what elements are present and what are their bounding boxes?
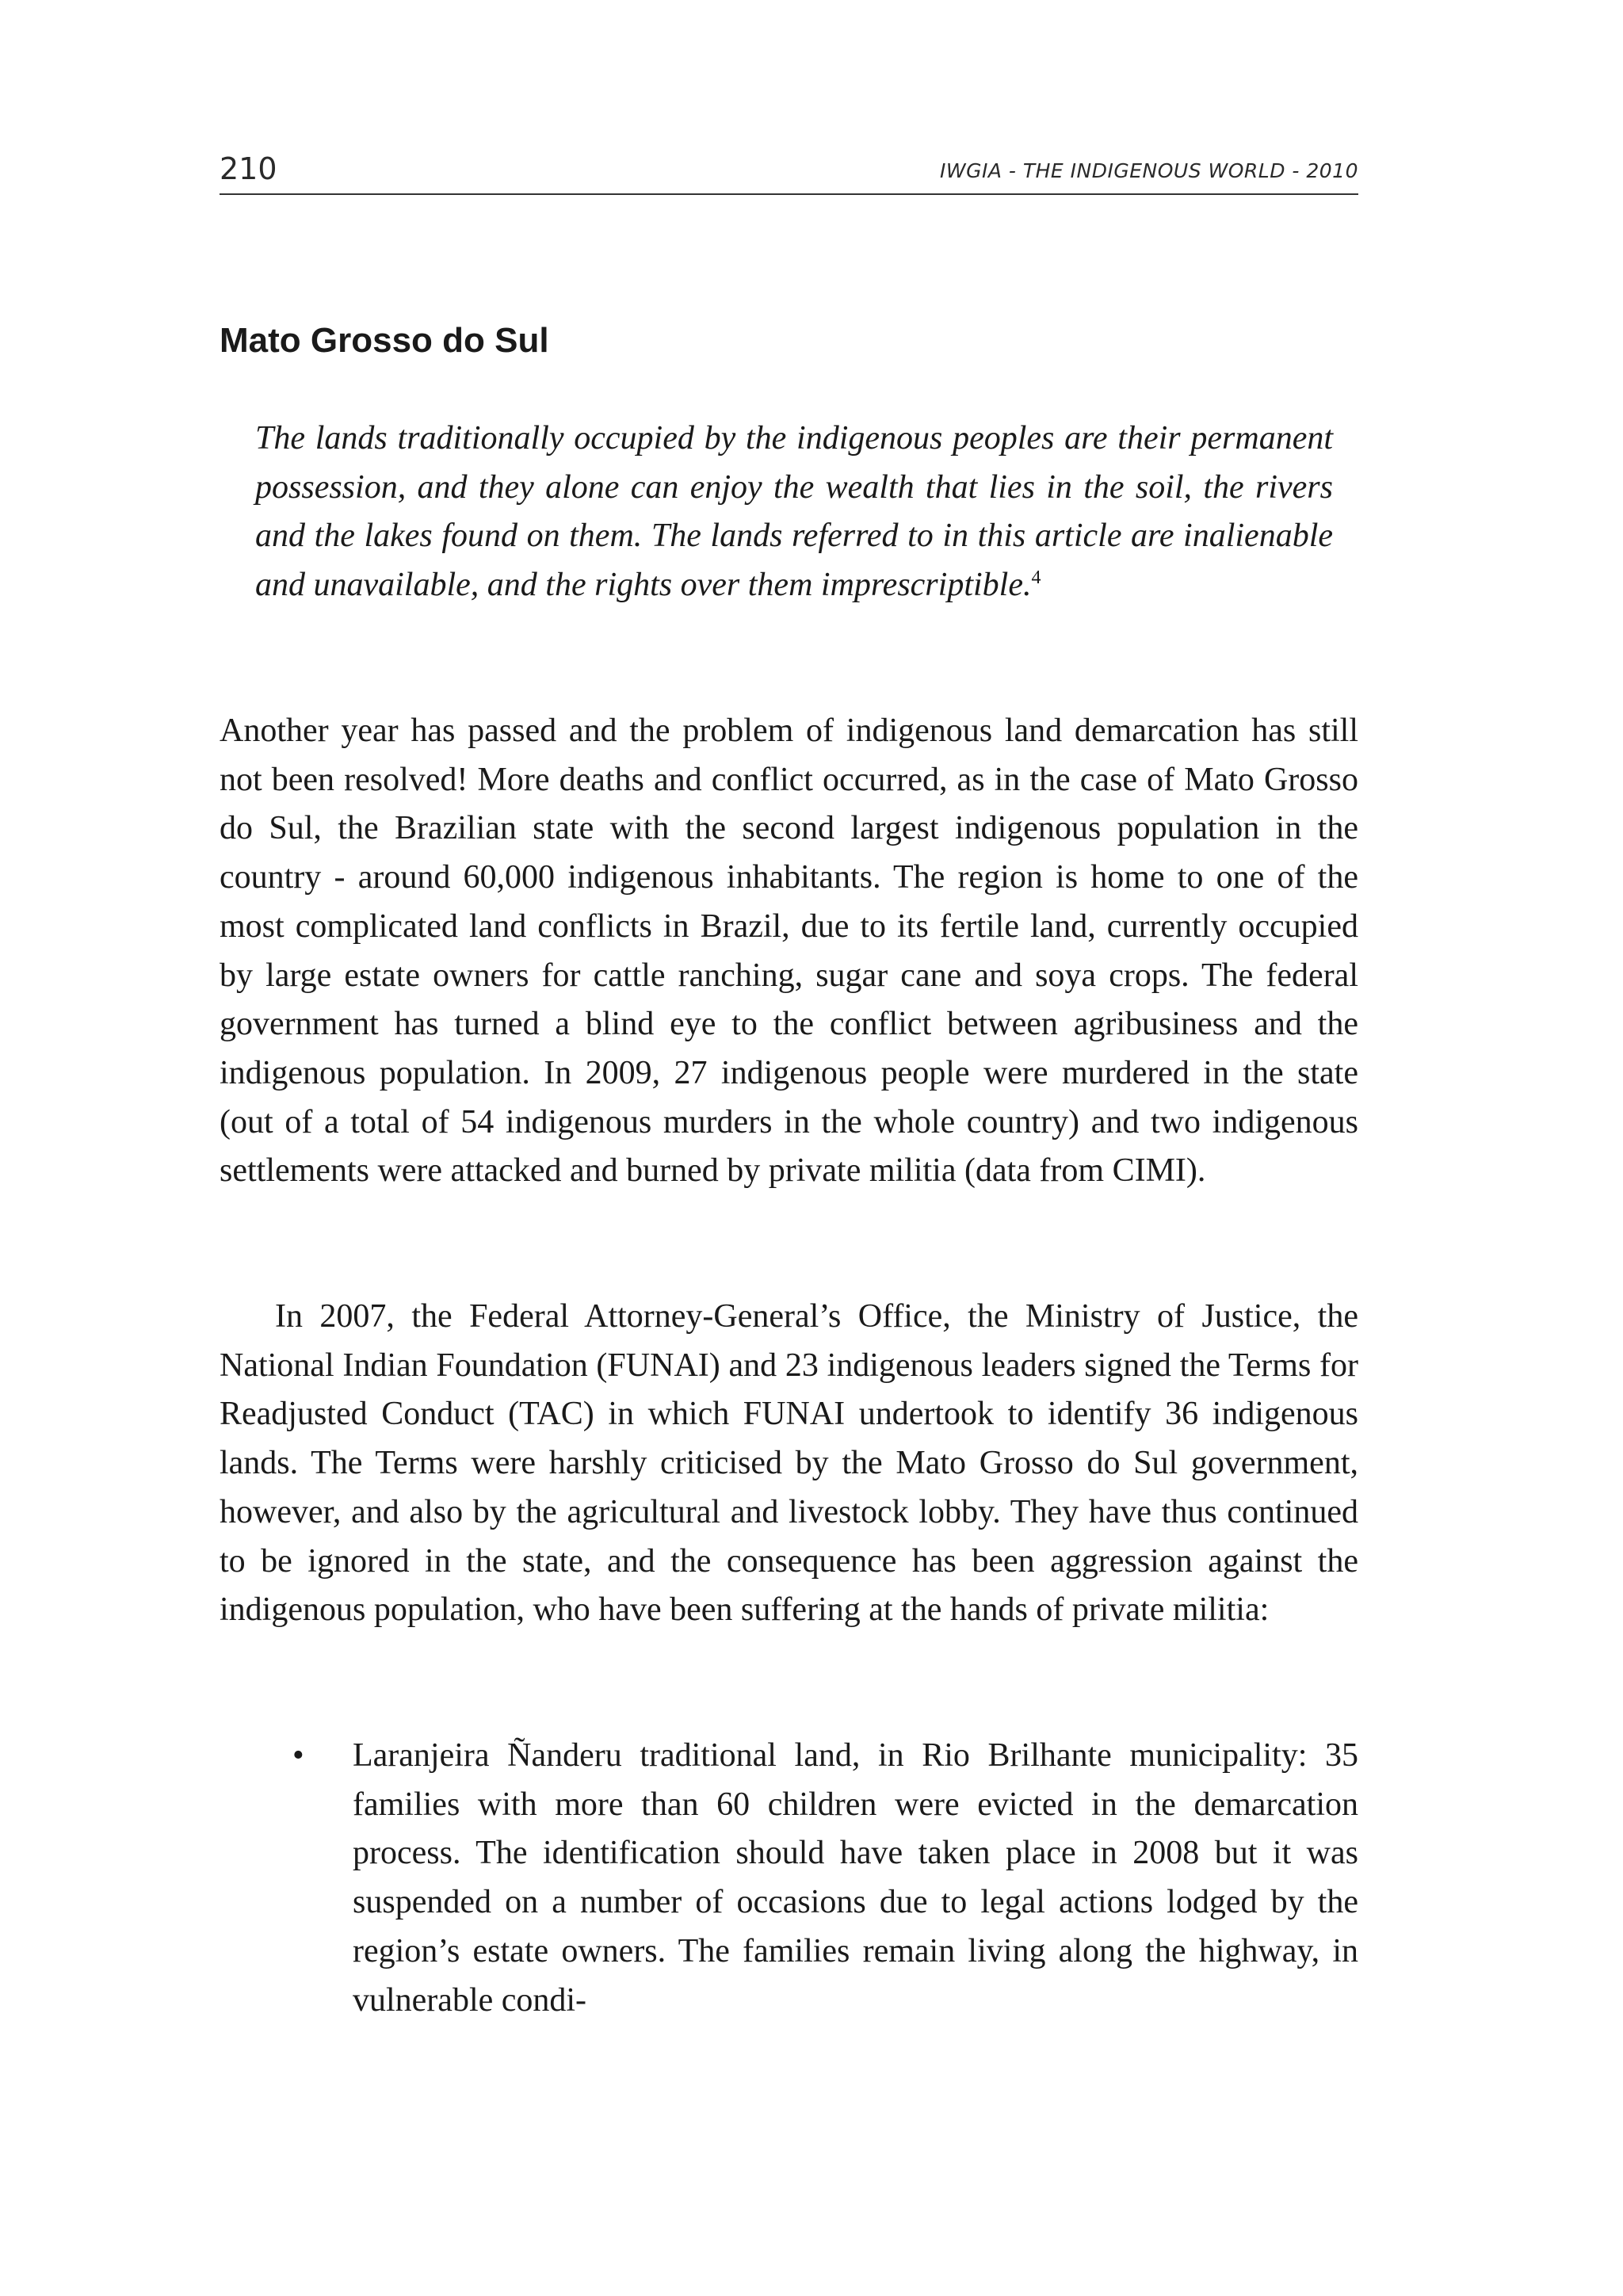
epigraph-text: The lands traditionally occupied by the indigenous peoples are their permanent possession, and they alone can enjoy the wealth that lies in the soil, the rivers and the lakes found on them. The lands referred to in this article are inalienable and unavailable, and the rights over them imprescriptible. [255, 420, 1333, 603]
bullet-list [220, 1732, 1358, 2025]
footnote-reference[interactable]: 4 [1031, 567, 1041, 588]
running-head: IWGIA - THE INDIGENOUS WORLD - 2010 [939, 159, 1358, 182]
body-paragraph-1: Another year has passed and the problem of indigenous land demarcation has still not been resolved! More deaths and conflict occurred, as in the case of Mato Grosso do Sul, the Brazilian state with the second largest indigenous population in the country - around 60,000 indigenous inhabitants. The region is home to one of the most complicated land conflicts in Brazil, due to its fertile land, currently occupied by large estate owners for cattle ranching, sugar cane and soya crops. The federal government has turned a blind eye to the conflict between agribusiness and the indigenous population. In 2009, 27 indigenous people were murdered in the state (out of a total of 54 indigenous murders in the whole country) and two indigenous settlements were attacked and burned by private militia (data from CIMI). [220, 712, 1358, 1190]
page-number: 210 [220, 151, 277, 186]
page-header [220, 151, 1358, 195]
section-title: Mato Grosso do Sul [220, 321, 549, 360]
body-paragraph-2: In 2007, the Federal Attorney-General’s Office, the Ministry of Justice, the National Indian Foundation (FUNAI) and 23 indigenous leaders signed the Terms for Readjusted Conduct (TAC) in which FUNAI undertook to identify 36 indigenous lands. The Terms were harshly criticised by the Mato Grosso do Sul government, however, and also by the agricultural and livestock lobby. They have thus continued to be ignored in the state, and the consequence has been aggression against the indigenous population, who have been suffering at the hands of private militia: [220, 1298, 1358, 1629]
epigraph-quote [255, 415, 1333, 609]
list-item [220, 1732, 1358, 2025]
bullet-icon: • [292, 1737, 304, 1774]
list-item-text: Laranjeira Ñanderu traditional land, in Rio Brilhante municipality: 35 families with more than 60 children were evicted in the demarcation process. The identification should have taken place in 2008 but it was suspended on a number of occasions due to legal actions lodged by the region’s estate owners. The families remain living along the highway, in vulnerable condi- [353, 1737, 1358, 2019]
